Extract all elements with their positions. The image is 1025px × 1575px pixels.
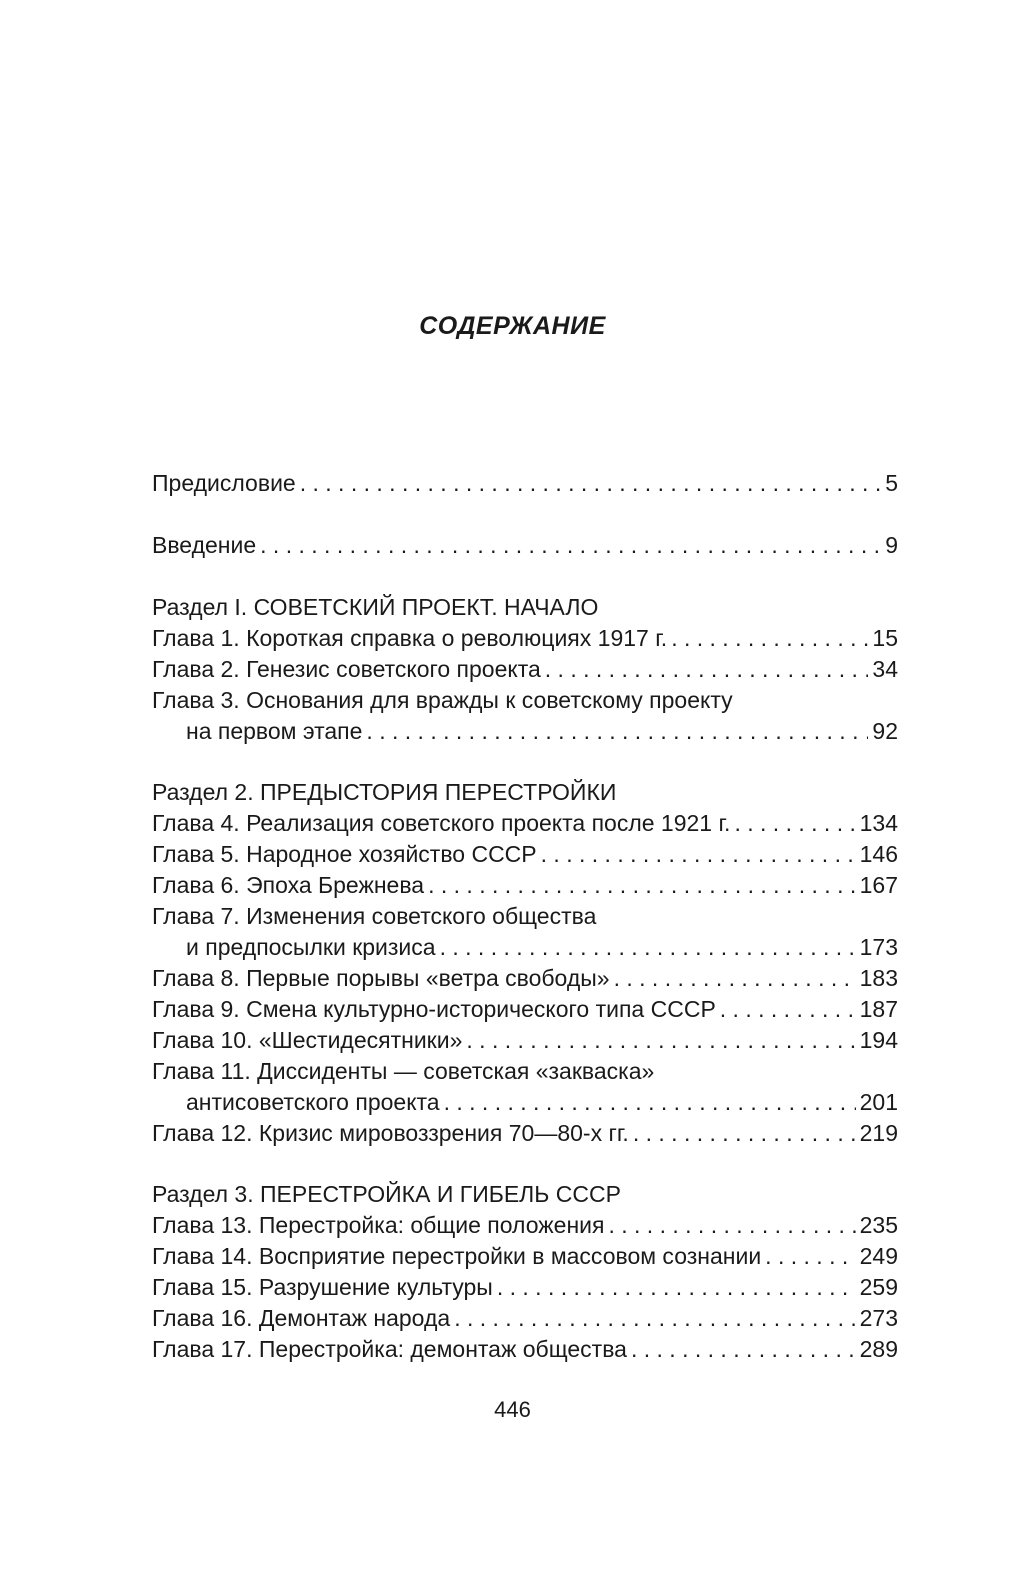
toc-entry-page: 9 — [885, 532, 898, 558]
toc-entry-label: Глава 4. Реализация советского проекта после 1921 г. — [152, 810, 731, 836]
toc-entry-label: Глава 9. Смена культурно-исторического типа СССР — [152, 996, 716, 1022]
toc-entry — [152, 1272, 898, 1303]
toc-entry-page: 92 — [872, 718, 898, 744]
toc-entry — [152, 870, 898, 901]
toc-entry — [152, 654, 898, 685]
toc-entry-label: Глава 6. Эпоха Брежнева — [152, 872, 425, 898]
toc-entry-page: 259 — [859, 1274, 898, 1300]
toc-entry — [152, 1025, 898, 1056]
section-heading: Раздел 3. ПЕРЕСТРОЙКА И ГИБЕЛЬ СССР — [152, 1181, 621, 1207]
dot-leader — [454, 1303, 855, 1334]
dot-leader — [720, 994, 856, 1025]
dot-leader — [734, 808, 855, 839]
dot-leader — [671, 623, 868, 654]
toc-entry-preface — [152, 468, 898, 499]
toc-entry-continuation — [152, 716, 898, 747]
toc-entry-page: 15 — [872, 625, 898, 651]
toc-entry — [152, 994, 898, 1025]
dot-leader — [444, 1087, 856, 1118]
dot-leader — [497, 1272, 856, 1303]
toc-entry-page: 146 — [859, 841, 898, 867]
toc-entry-label: Глава 1. Короткая справка о революциях 1917 г. — [152, 625, 668, 651]
dot-leader — [608, 1210, 855, 1241]
toc-entry-label: Глава 10. «Шестидесятники» — [152, 1027, 463, 1053]
toc-entry — [152, 1210, 898, 1241]
dot-leader — [631, 1334, 856, 1365]
toc-entry-page: 134 — [859, 810, 898, 836]
toc-entry-page: 5 — [885, 470, 898, 496]
toc-entry — [152, 1118, 898, 1149]
dot-leader — [440, 932, 856, 963]
toc-entry — [152, 1056, 898, 1087]
toc-entry-page: 249 — [859, 1243, 898, 1269]
toc-entry-continuation — [152, 1087, 898, 1118]
toc-entry — [152, 685, 898, 716]
toc-entry — [152, 963, 898, 994]
toc-entry-page: 289 — [859, 1336, 898, 1362]
table-of-contents — [152, 468, 898, 1365]
dot-leader — [260, 530, 881, 561]
page-number: 446 — [494, 1397, 531, 1422]
toc-entry-page: 201 — [859, 1089, 898, 1115]
toc-entry-label: Глава 3. Основания для вражды к советскому проекту — [152, 687, 733, 713]
toc-entry-label: и предпосылки кризиса — [186, 934, 436, 960]
toc-entry-label: антисоветского проекта — [186, 1089, 440, 1115]
toc-entry-label: Глава 7. Изменения советского общества — [152, 903, 597, 929]
toc-entry-page: 173 — [859, 934, 898, 960]
toc-entry — [152, 901, 898, 932]
toc-entry — [152, 1334, 898, 1365]
toc-entry — [152, 839, 898, 870]
section-heading: Раздел 2. ПРЕДЫСТОРИЯ ПЕРЕСТРОЙКИ — [152, 779, 617, 805]
toc-entry-label: Введение — [152, 532, 257, 558]
dot-leader — [633, 1118, 856, 1149]
toc-entry-label: Глава 5. Народное хозяйство СССР — [152, 841, 537, 867]
dot-leader — [765, 1241, 855, 1272]
toc-entry-page: 273 — [859, 1305, 898, 1331]
toc-entry-page: 187 — [859, 996, 898, 1022]
toc-entry-introduction — [152, 530, 898, 561]
dot-leader — [428, 870, 856, 901]
toc-entry-label: Предисловие — [152, 470, 296, 496]
dot-leader — [366, 716, 868, 747]
section-heading: Раздел I. СОВЕТСКИЙ ПРОЕКТ. НАЧАЛО — [152, 594, 599, 620]
toc-entry-continuation — [152, 932, 898, 963]
toc-entry-label: Глава 8. Первые порывы «ветра свободы» — [152, 965, 610, 991]
toc-entry-page: 194 — [859, 1027, 898, 1053]
toc-entry-label: Глава 11. Диссиденты — советская «закваска» — [152, 1058, 655, 1084]
dot-leader — [466, 1025, 855, 1056]
toc-entry — [152, 1241, 898, 1272]
toc-entry-label: Глава 17. Перестройка: демонтаж общества — [152, 1336, 627, 1362]
toc-entry-page: 183 — [859, 965, 898, 991]
toc-entry-label: Глава 14. Восприятие перестройки в массовом сознании — [152, 1243, 762, 1269]
page-title: СОДЕРЖАНИЕ — [419, 312, 606, 340]
toc-entry-label: Глава 2. Генезис советского проекта — [152, 656, 541, 682]
toc-entry-label: Глава 13. Перестройка: общие положения — [152, 1212, 605, 1238]
toc-entry — [152, 623, 898, 654]
dot-leader — [541, 839, 856, 870]
toc-entry-page: 34 — [872, 656, 898, 682]
dot-leader — [300, 468, 881, 499]
dot-leader — [545, 654, 869, 685]
toc-entry-page: 167 — [859, 872, 898, 898]
toc-entry — [152, 808, 898, 839]
toc-entry — [152, 1303, 898, 1334]
toc-entry-page: 235 — [859, 1212, 898, 1238]
toc-entry-label: Глава 12. Кризис мировоззрения 70—80-х гг. — [152, 1120, 629, 1146]
toc-entry-label: Глава 15. Разрушение культуры — [152, 1274, 493, 1300]
dot-leader — [614, 963, 856, 994]
toc-entry-page: 219 — [859, 1120, 898, 1146]
toc-entry-label: на первом этапе — [186, 718, 363, 744]
toc-entry-label: Глава 16. Демонтаж народа — [152, 1305, 451, 1331]
